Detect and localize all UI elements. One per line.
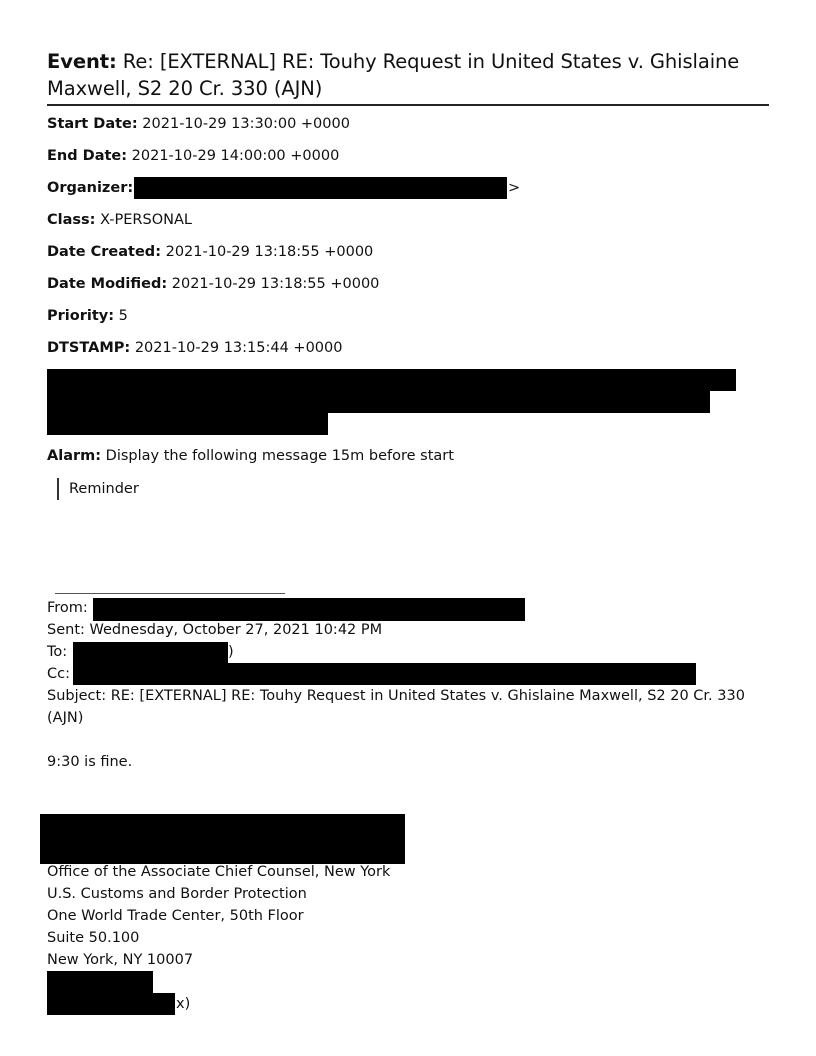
signature-city: New York, NY 10007 (47, 952, 194, 968)
signature-office: Office of the Associate Chief Counsel, New York (47, 864, 391, 880)
redaction-cc (73, 663, 696, 685)
signature-line-4 (47, 927, 139, 949)
signature-phone-tail: x) (176, 996, 191, 1012)
email-to-label: To: (47, 644, 68, 660)
email-body-text: 9:30 is fine. (47, 754, 133, 770)
organizer-label: Organizer: (47, 180, 134, 196)
end-date-field (47, 146, 339, 166)
class-value: X-PERSONAL (100, 212, 192, 228)
redaction-block-line-1 (47, 369, 736, 391)
date-modified-value: 2021-10-29 13:18:55 +0000 (171, 276, 380, 292)
alarm-label: Alarm: (47, 448, 102, 464)
redaction-phone-1 (47, 971, 153, 993)
priority-value: 5 (118, 308, 128, 324)
organizer-tail: > (508, 180, 521, 196)
redaction-block-line-3 (47, 413, 328, 435)
alarm-value: Display the following message 15m before start (105, 448, 454, 464)
start-date-label: Start Date: (47, 116, 138, 132)
signature-line-5 (47, 949, 193, 971)
class-field (47, 210, 192, 230)
email-sent: Sent: Wednesday, October 27, 2021 10:42 PM (47, 622, 383, 638)
redaction-phone-2 (47, 993, 175, 1015)
signature-agency: U.S. Customs and Border Protection (47, 886, 307, 902)
email-from-line (47, 597, 88, 619)
alarm-field (47, 446, 454, 466)
start-date-value: 2021-10-29 13:30:00 +0000 (142, 116, 350, 132)
date-modified-label: Date Modified: (47, 276, 168, 292)
signature-line-2 (47, 883, 307, 905)
calendar-event-document (47, 0, 769, 1056)
alarm-message: Reminder (69, 481, 139, 497)
redaction-from (93, 598, 525, 621)
organizer-field (47, 178, 521, 198)
redaction-organizer (134, 177, 507, 199)
event-label: Event: (47, 50, 117, 73)
priority-field (47, 306, 128, 326)
email-subject-line (47, 685, 769, 729)
email-cc-line (47, 663, 70, 685)
event-subject: Re: [EXTERNAL] RE: Touhy Request in United States v. Ghislaine Maxwell, S2 20 Cr. 330 (AJN) (47, 50, 740, 100)
signature-line-3 (47, 905, 304, 927)
signature-address: One World Trade Center, 50th Floor (47, 908, 304, 924)
end-date-label: End Date: (47, 148, 128, 164)
redaction-to (73, 642, 228, 663)
event-title (47, 48, 769, 106)
class-label: Class: (47, 212, 96, 228)
date-created-label: Date Created: (47, 244, 161, 260)
email-subject: Subject: RE: [EXTERNAL] RE: Touhy Request in United States v. Ghislaine Maxwell, S2 20 Cr. 330 (AJN) (47, 688, 745, 726)
dtstamp-label: DTSTAMP: (47, 340, 131, 356)
redaction-block-line-2 (47, 391, 710, 413)
email-divider (55, 593, 285, 594)
signature-line-1 (47, 861, 390, 883)
email-body (47, 751, 132, 773)
start-date-field (47, 114, 350, 134)
signature-suite: Suite 50.100 (47, 930, 140, 946)
dtstamp-value: 2021-10-29 13:15:44 +0000 (134, 340, 343, 356)
redaction-signature-name (40, 814, 405, 864)
date-modified-field (47, 274, 379, 294)
dtstamp-field (47, 338, 343, 358)
email-to-tail: ) (228, 644, 234, 660)
email-sent-line (47, 619, 382, 641)
signature-phone-tail-line (176, 993, 190, 1015)
priority-label: Priority: (47, 308, 115, 324)
alarm-message-quote (57, 478, 139, 500)
end-date-value: 2021-10-29 14:00:00 +0000 (131, 148, 340, 164)
date-created-value: 2021-10-29 13:18:55 +0000 (165, 244, 374, 260)
email-to-line (47, 641, 234, 663)
email-cc-label: Cc: (47, 666, 70, 682)
email-from-label: From: (47, 600, 88, 616)
date-created-field (47, 242, 373, 262)
